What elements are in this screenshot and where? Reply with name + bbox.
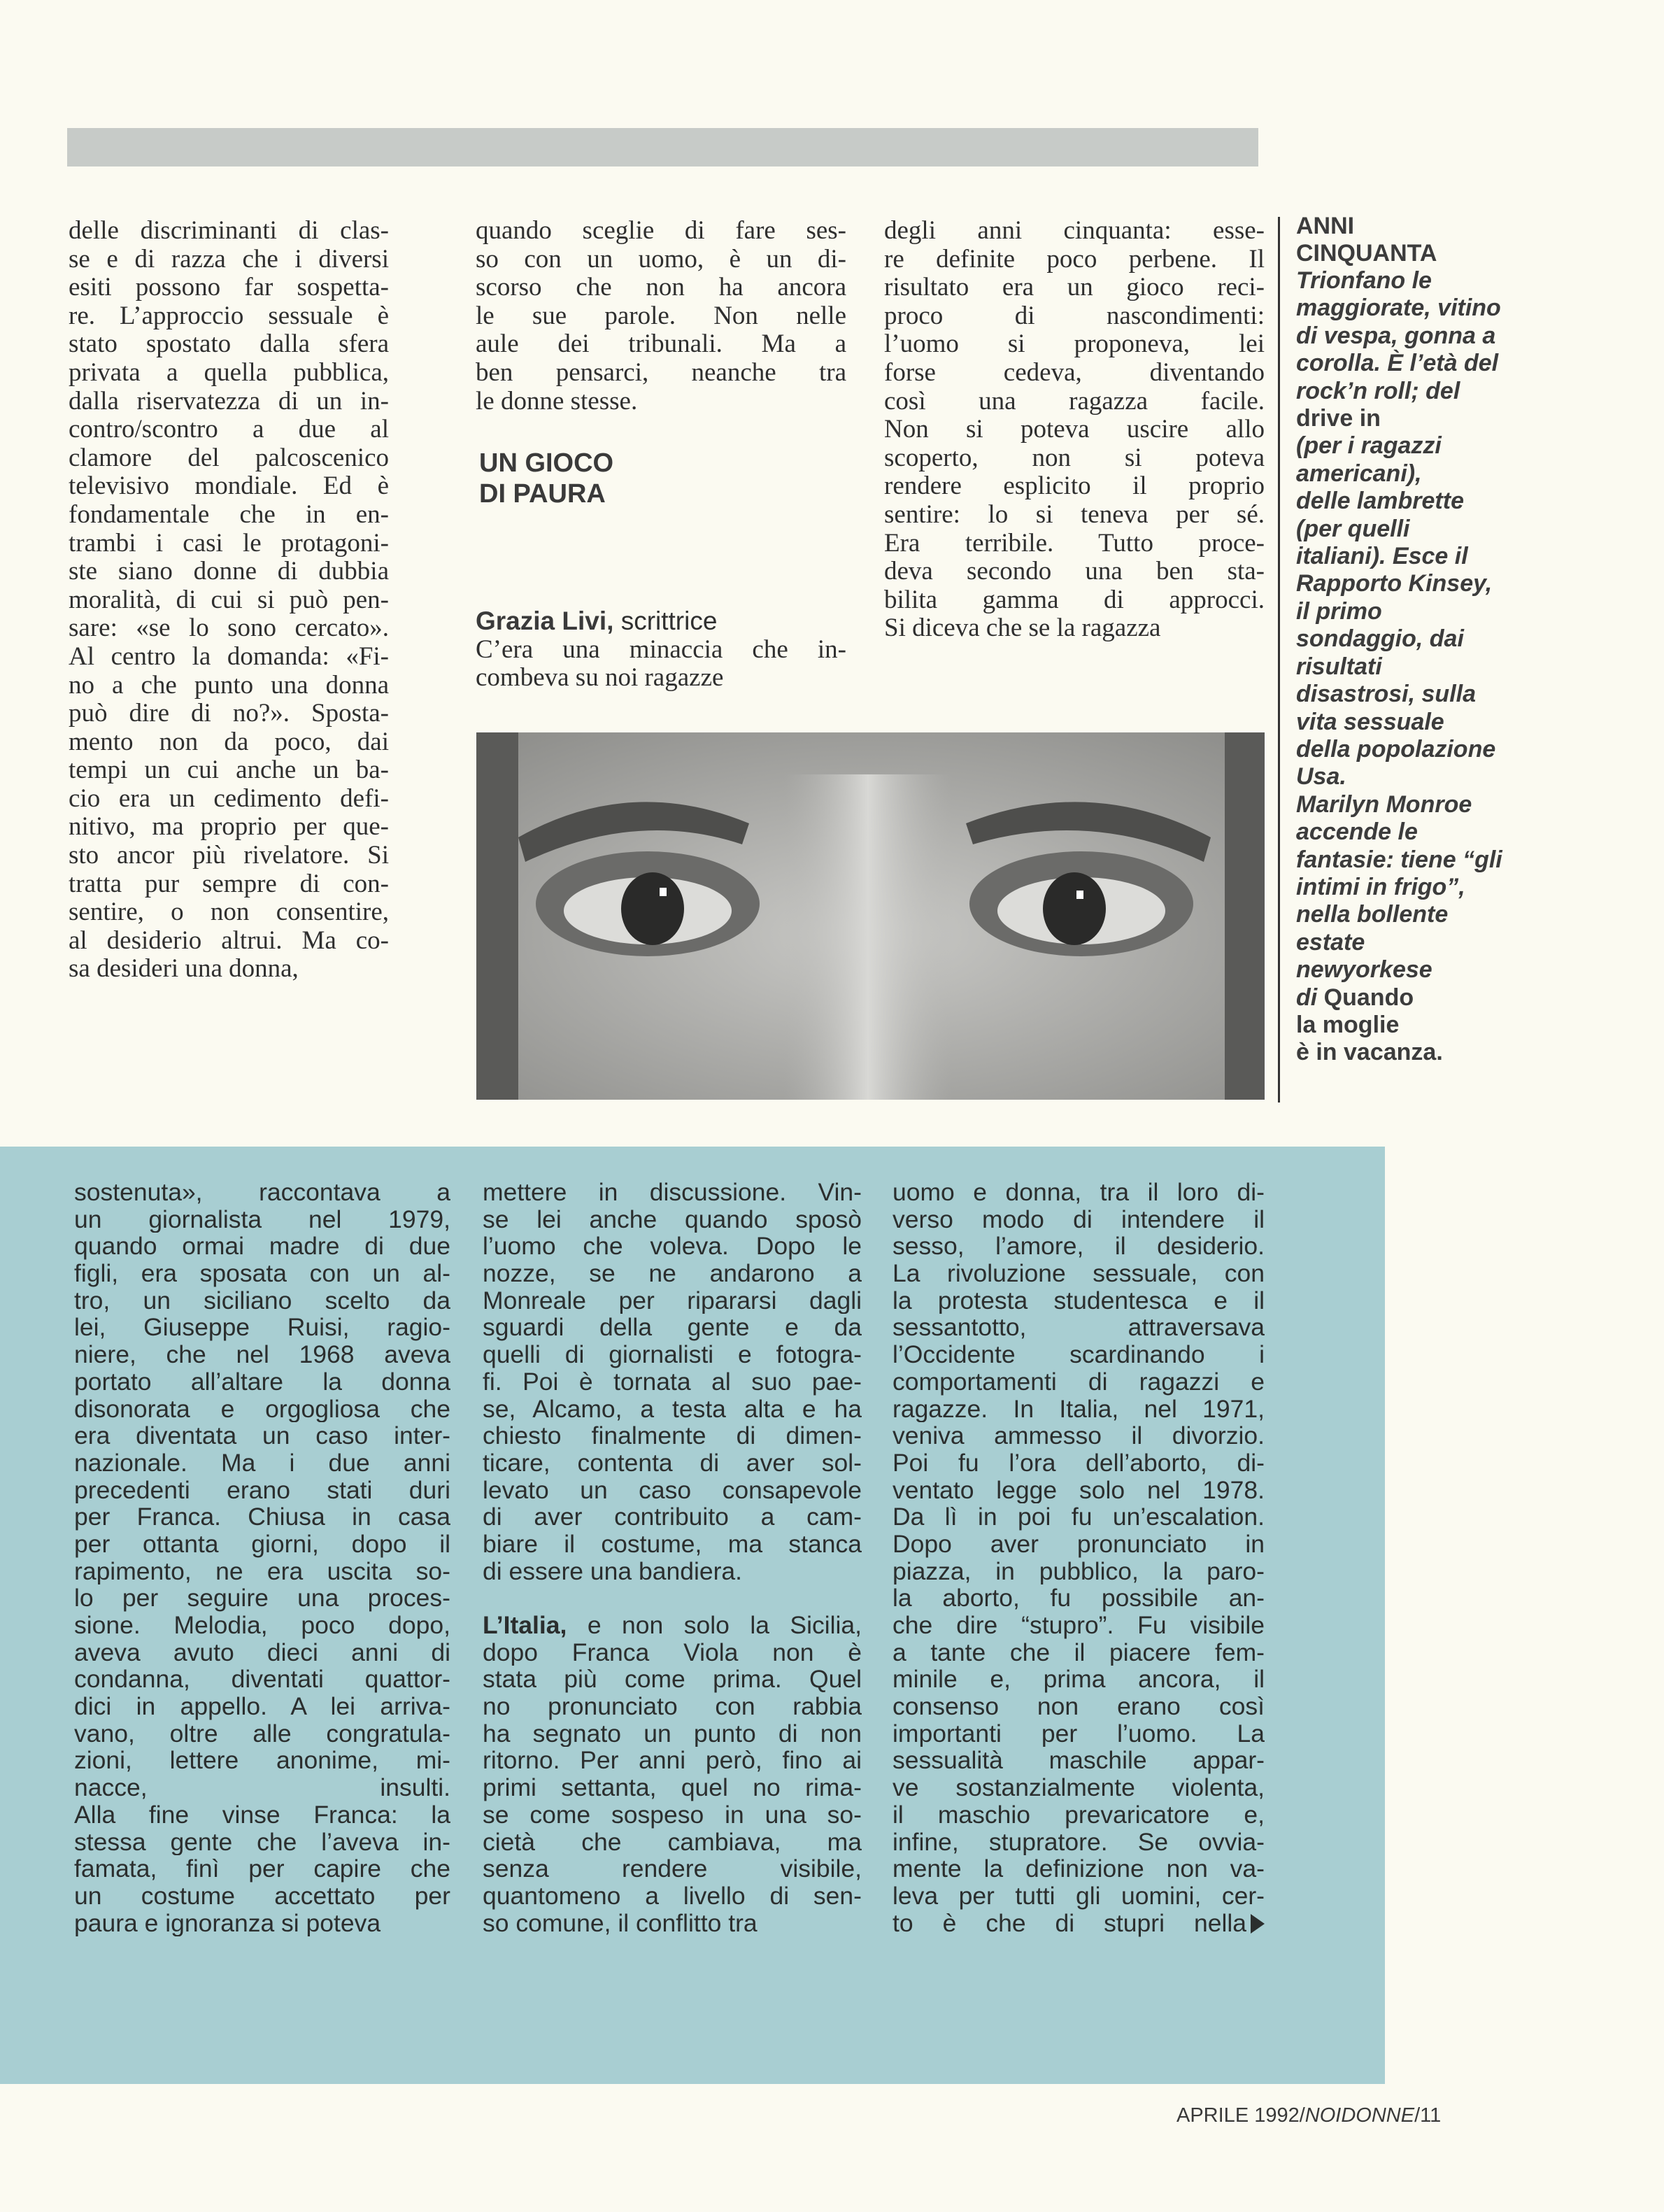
sidebar-line: maggiorate, vitino xyxy=(1296,295,1501,322)
text-line: cio era un cedimento defi- xyxy=(69,784,389,813)
box-column-1 xyxy=(74,1179,450,1936)
text-line: re definite poco perbene. Il xyxy=(884,245,1265,274)
text-line: ben pensarci, neanche tra xyxy=(476,358,846,387)
text-line: leva per tutti gli uomini, cer- xyxy=(893,1882,1265,1910)
text-line: dalla riservatezza di un in- xyxy=(69,387,389,416)
sidebar-film-title: Quando xyxy=(1323,984,1414,1011)
paragraph-gap xyxy=(483,1584,862,1612)
text-line: l’uomo che voleva. Dopo le xyxy=(483,1233,862,1261)
right-iris xyxy=(1043,872,1106,945)
text-line: precedenti erano stati duri xyxy=(74,1476,450,1504)
text-line: di aver contribuito a cam- xyxy=(483,1503,862,1531)
text-line: così una ragazza facile. xyxy=(884,387,1265,416)
sidebar-line: drive in xyxy=(1296,405,1381,432)
text-line: se lei anche quando sposò xyxy=(483,1205,862,1233)
text-line-content: to è che di stupri nella xyxy=(893,1908,1246,1937)
text-line: sostenuta», raccontava a xyxy=(74,1179,450,1206)
text-line: clamore del palcoscenico xyxy=(69,444,389,472)
lead-in: L’Italia, xyxy=(483,1612,567,1639)
sidebar-line: intimi in frigo”, xyxy=(1296,873,1465,900)
left-iris xyxy=(621,872,684,945)
byline-name: Grazia Livi, xyxy=(476,607,614,635)
text-line: per ottanta giorni, dopo il xyxy=(74,1530,450,1558)
text-line: mente la definizione non va- xyxy=(893,1855,1265,1883)
sidebar-line: americani), xyxy=(1296,460,1422,487)
sidebar-line: Usa. xyxy=(1296,763,1346,790)
text-line: senza rendere visibile, xyxy=(483,1855,862,1883)
text-line: di essere una bandiera. xyxy=(483,1557,743,1585)
text-line: zioni, lettere anonime, mi- xyxy=(74,1747,450,1775)
text-line: scoperto, non si poteva xyxy=(884,444,1265,472)
sidebar-line: fantasie: tiene “gli xyxy=(1296,846,1502,873)
sidebar-rule xyxy=(1278,217,1280,1103)
text-line: combeva su noi ragazze xyxy=(476,664,724,693)
text-line: so con un uomo, è un di- xyxy=(476,245,846,274)
sidebar-text-b xyxy=(1296,432,1555,984)
text-line: sto ancor più rivelatore. Si xyxy=(69,842,389,870)
text-line: vano, oltre alle congratula- xyxy=(74,1720,450,1747)
sidebar-line: corolla. È l’età del xyxy=(1296,350,1499,377)
page-footer xyxy=(1176,2104,1441,2127)
box-column-3 xyxy=(893,1179,1265,1936)
text-line: proco di nascondimenti: xyxy=(884,302,1265,330)
footer-date: APRILE 1992/ xyxy=(1176,2104,1305,2127)
text-line: l’uomo si proponeva, lei xyxy=(884,330,1265,359)
text-line: so comune, il conflitto tra xyxy=(483,1909,758,1937)
text-line: degli anni cinquanta: esse- xyxy=(884,217,1265,245)
text-line: lei, Giuseppe Ruisi, ragio- xyxy=(74,1314,450,1342)
text-line: sentire, o non consentire, xyxy=(69,898,389,927)
text-line: sguardi della gente e da xyxy=(483,1314,862,1342)
sidebar-line: accende le xyxy=(1296,818,1418,846)
text-line: ventato legge solo nel 1978. xyxy=(893,1476,1265,1504)
text-line: mento non da poco, dai xyxy=(69,728,389,756)
text-line: il maschio prevaricatore e, xyxy=(893,1801,1265,1829)
text-line: disonorata e orgogliosa che xyxy=(74,1395,450,1423)
text-line: stato spostato dalla sfera xyxy=(69,330,389,359)
text-line: nazionale. Ma i due anni xyxy=(74,1449,450,1477)
text-line: era diventata un caso inter- xyxy=(74,1422,450,1449)
footer-magazine: NOIDONNE xyxy=(1304,2104,1415,2127)
sidebar-line: Trionfano le xyxy=(1296,267,1432,294)
text-line: Non si poteva uscire allo xyxy=(884,416,1265,444)
photo-hair-left xyxy=(476,732,518,1100)
text-line: televisivo mondiale. Ed è xyxy=(69,472,389,501)
text-line: ste siano donne di dubbia xyxy=(69,558,389,586)
text-line: tro, un siciliano scelto da xyxy=(74,1286,450,1314)
text-line: sione. Melodia, poco dopo, xyxy=(74,1612,450,1639)
text-line: a tante che il piacere fem- xyxy=(893,1638,1265,1666)
text-line: ticare, contenta di aver sol- xyxy=(483,1449,862,1477)
sidebar-line: disastrosi, sulla xyxy=(1296,681,1476,708)
sidebar-text-a xyxy=(1296,267,1555,405)
text-line: quando sceglie di fare ses- xyxy=(476,217,846,245)
text-line: Alla fine vinse Franca: la xyxy=(74,1801,450,1829)
text-line: aule dei tribunali. Ma a xyxy=(476,330,846,359)
text-line: infine, stupratore. Se ovvia- xyxy=(893,1828,1265,1856)
text-line: lo per seguire una proces- xyxy=(74,1584,450,1612)
text-line: se, Alcamo, a testa alta e ha xyxy=(483,1395,862,1423)
text-line: sessualità maschile appar- xyxy=(893,1747,1265,1775)
article-column-2-bottom xyxy=(476,607,846,693)
text-line: un costume accettato per xyxy=(74,1882,450,1910)
text-line: verso modo di intendere il xyxy=(893,1205,1265,1233)
text-line: rendere esplicito il proprio xyxy=(884,472,1265,501)
text-line: famata, finì per capire che xyxy=(74,1855,450,1883)
sidebar-line: newyorkese xyxy=(1296,956,1432,984)
eyes-photo xyxy=(476,732,1265,1100)
text-line: sa desideri una donna, xyxy=(69,955,299,984)
text-line: deva secondo una ben sta- xyxy=(884,558,1265,586)
continue-arrow-icon xyxy=(1251,1914,1265,1934)
text-line: Da lì in poi fu un’escalation. xyxy=(893,1503,1265,1531)
text-line: Dopo aver pronunciato in xyxy=(893,1530,1265,1558)
text-line: importanti per l’uomo. La xyxy=(893,1720,1265,1747)
text-line: al desiderio altrui. Ma co- xyxy=(69,926,389,955)
photo-hair-right xyxy=(1225,732,1265,1100)
sidebar-line: Marilyn Monroe xyxy=(1296,790,1472,818)
column-2-bottom-text xyxy=(476,636,846,693)
text-line: sare: «se lo sono cercato». xyxy=(69,614,389,643)
sidebar-line: (per i ragazzi xyxy=(1296,432,1442,460)
text-line: delle discriminanti di clas- xyxy=(69,217,389,245)
text-line: ve sostanzialmente violenta, xyxy=(893,1774,1265,1801)
text-line: le donne stesse. xyxy=(476,387,638,416)
text-line: le sue parole. Non nelle xyxy=(476,302,846,330)
sidebar-line: delle lambrette xyxy=(1296,488,1464,515)
footer-page-number: /11 xyxy=(1414,2104,1442,2127)
text-line: tratta pur sempre di con- xyxy=(69,870,389,898)
text-line: Si diceva che se la ragazza xyxy=(884,614,1161,643)
text-line: scorso che non ha ancora xyxy=(476,274,846,302)
text-line xyxy=(483,1612,862,1639)
text-line: piazza, in pubblico, la paro- xyxy=(893,1557,1265,1585)
sidebar-line: rock’n roll; del xyxy=(1296,377,1460,404)
text-line: sentire: lo si teneva per sé. xyxy=(884,500,1265,529)
text-line: l’Occidente scardinando i xyxy=(893,1341,1265,1368)
text-line: mettere in discussione. Vin- xyxy=(483,1179,862,1206)
text-line: Al centro la domanda: «Fi- xyxy=(69,642,389,671)
text-line: levato un caso consapevole xyxy=(483,1476,862,1504)
text-line: no pronunciato con rabbia xyxy=(483,1693,862,1720)
text-line: risultato era un gioco reci- xyxy=(884,274,1265,302)
text-line xyxy=(893,1910,1265,1937)
text-line: la aborto, fu possibile an- xyxy=(893,1584,1265,1612)
sidebar-line: italiani). Esce il xyxy=(1296,543,1468,570)
article-column-3 xyxy=(884,217,1265,643)
text-line: consenso non erano così xyxy=(893,1693,1265,1720)
box-column-2-part-a xyxy=(483,1179,862,1584)
text-line: tempi un cui anche un ba- xyxy=(69,756,389,785)
sidebar-film-title: è in vacanza. xyxy=(1296,1039,1443,1066)
text-line: dici in appello. A lei arriva- xyxy=(74,1693,450,1720)
text-line: chiesto finalmente di dimen- xyxy=(483,1422,862,1449)
text-line: Monreale per ripararsi dagli xyxy=(483,1286,862,1314)
sidebar-line: estate xyxy=(1296,928,1365,956)
text-line: ragazze. In Italia, nel 1971, xyxy=(893,1395,1265,1423)
text-line: moralità, di cui si può pen- xyxy=(69,586,389,614)
text-line: sessantotto, attraversava xyxy=(893,1314,1265,1342)
text-line: portato all’altare la donna xyxy=(74,1368,450,1396)
sidebar-line: sondaggio, dai xyxy=(1296,625,1464,653)
eyes-photo-illustration xyxy=(476,732,1265,1100)
text-line: se e di razza che i diversi xyxy=(69,245,389,274)
text-line: nacce, insulti. xyxy=(74,1774,450,1801)
text-line: figli, era sposata con un al- xyxy=(74,1260,450,1287)
text-line: quelli di giornalisti e fotogra- xyxy=(483,1341,862,1368)
text-line: fi. Poi è tornata al suo pae- xyxy=(483,1368,862,1396)
text-line: condanna, diventati quattor- xyxy=(74,1666,450,1694)
text-line: la protesta studentesca e il xyxy=(893,1286,1265,1314)
byline-role: scrittrice xyxy=(620,607,718,635)
text-line: esiti possono far sospetta- xyxy=(69,274,389,302)
text-line: dopo Franca Viola non è xyxy=(483,1638,862,1666)
text-line: trambi i casi le protagoni- xyxy=(69,529,389,558)
sidebar-film-title: la moglie xyxy=(1296,1011,1400,1038)
right-eye-highlight xyxy=(1076,891,1083,899)
text-line: stessa gente che l’aveva in- xyxy=(74,1828,450,1856)
text-line: Poi fu l’ora dell’aborto, di- xyxy=(893,1449,1265,1477)
text-line: quantomeno a livello di sen- xyxy=(483,1882,862,1910)
text-line: contro/scontro a due al xyxy=(69,416,389,444)
text-line: ha segnato un punto di non xyxy=(483,1720,862,1747)
photo-nose xyxy=(784,774,952,1100)
sidebar-title-line: CINQUANTA xyxy=(1296,240,1437,267)
text-line: La rivoluzione sessuale, con xyxy=(893,1260,1265,1287)
article-column-2-top xyxy=(476,217,846,416)
text-line: uomo e donna, tra il loro di- xyxy=(893,1179,1265,1206)
sidebar-box xyxy=(1296,213,1555,1067)
section-heading xyxy=(479,448,613,509)
section-heading-line: UN GIOCO xyxy=(479,448,614,478)
text-line: quando ormai madre di due xyxy=(74,1233,450,1261)
text-line: un giornalista nel 1979, xyxy=(74,1205,450,1233)
text-line: veniva ammesso il divorzio. xyxy=(893,1422,1265,1449)
text-line: Era terribile. Tutto proce- xyxy=(884,529,1265,558)
byline xyxy=(476,607,846,636)
text-line: bilita gamma di approcci. xyxy=(884,586,1265,614)
section-heading-line: DI PAURA xyxy=(479,479,606,509)
text-line: fondamentale che in en- xyxy=(69,500,389,529)
text-line: sesso, l’amore, il desiderio. xyxy=(893,1233,1265,1261)
text-line: aveva avuto dieci anni di xyxy=(74,1638,450,1666)
sidebar-line: di vespa, gonna a xyxy=(1296,322,1496,349)
left-eye-highlight xyxy=(660,888,667,896)
text-line: nitivo, ma proprio per que- xyxy=(69,813,389,842)
text-line: rapimento, ne era uscita so- xyxy=(74,1557,450,1585)
header-gray-bar xyxy=(67,128,1258,166)
text-line: C’era una minaccia che in- xyxy=(476,635,846,664)
text-line: biare il costume, ma stanca xyxy=(483,1530,862,1558)
text-line: ritorno. Per anni però, fino ai xyxy=(483,1747,862,1775)
text-line: che dire “stupro”. Fu visibile xyxy=(893,1612,1265,1639)
text-line: niere, che nel 1968 aveva xyxy=(74,1341,450,1368)
sidebar-line: vita sessuale xyxy=(1296,708,1444,735)
text-line: minile e, prima ancora, il xyxy=(893,1666,1265,1694)
text-line: stata più come prima. Quel xyxy=(483,1666,862,1694)
text-line: re. L’approccio sessuale è xyxy=(69,302,389,330)
sidebar-line: il primo xyxy=(1296,597,1382,625)
sidebar-title-line: ANNI xyxy=(1296,213,1355,239)
text-line: può dire di no?». Sposta- xyxy=(69,700,389,728)
box-column-2 xyxy=(483,1179,862,1936)
text-line: cietà che cambiava, ma xyxy=(483,1828,862,1856)
text-line: paura e ignoranza si poteva xyxy=(74,1909,381,1937)
sidebar-line: nella bollente xyxy=(1296,901,1449,928)
text-line: se come sospeso in una so- xyxy=(483,1801,862,1829)
text-line-rest: e non solo la Sicilia, xyxy=(587,1612,862,1639)
box-column-2-part-b xyxy=(483,1639,862,1937)
sidebar-line: della popolazione xyxy=(1296,735,1496,763)
sidebar-film-prefix: di xyxy=(1296,984,1318,1011)
text-line: forse cedeva, diventando xyxy=(884,358,1265,387)
text-line: primi settanta, quel no rima- xyxy=(483,1774,862,1801)
sidebar-line: risultati xyxy=(1296,653,1382,680)
text-line: no a che punto una donna xyxy=(69,671,389,700)
text-line: privata a quella pubblica, xyxy=(69,358,389,387)
text-line: comportamenti di ragazzi e xyxy=(893,1368,1265,1396)
text-line: per Franca. Chiusa in casa xyxy=(74,1503,450,1531)
text-line: nozze, se ne andarono a xyxy=(483,1260,862,1287)
sidebar-line: Rapporto Kinsey, xyxy=(1296,570,1493,597)
sidebar-line xyxy=(1296,984,1555,1012)
sidebar-line: (per quelli xyxy=(1296,515,1410,542)
article-column-1 xyxy=(69,217,389,984)
